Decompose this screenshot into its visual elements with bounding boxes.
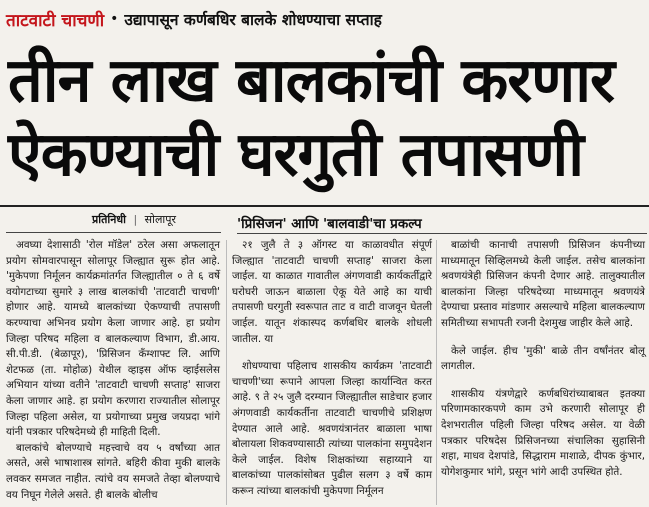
paragraph: अवघ्या देशासाठी 'रोल मॉडेल' ठरेल असा अफलातून प्रयोग सोमवारपासून सोलापूर जिल्ह्यात सुरू होत आहे. 'मुकेपणा निर्मूलन कार्यक्रमांतर्गत जिल्ह्यातील ० ते ६ वर्षे वयोगटाच्या सुमारे ३ लाख बालकांची 'ताटवाटी चाचणी' होणार आहे. यामध्ये बालकांच्या ऐकण्याची तपासणी करण्याचा अभिनव प्रयोग केला जाणार आहे. हा प्रयोग जिल्हा परिषद महिला व बालकल्याण विभाग, डी.आय. सी.पी.डी. (बेळापूर), 'प्रिसिजन कँम्शाफ्ट लि. आणि शेटफळ (ता. मोहोळ) येथील व्हाइस ऑफ व्हाईसलेस अभियान यांच्या वतीने 'ताटवाटी चाचणी सप्ताह' साजरा केला जाणार आहे. हा प्रयोग करणारा राज्यातील सोलापूर जिल्हा पहिला असेल, या प्रयोगाच्या प्रमुख जयप्रदा भांगे यांनी पत्रकार परिषदेमध्ये ही माहिती दिली. xyxy=(6,239,220,439)
article-column-3 xyxy=(441,238,645,480)
paragraph: २१ जुलै ते ३ ऑगस्ट या काळावधीत संपूर्ण जिल्ह्यात 'ताटवाटी चाचणी सप्ताह' साजरा केला जाईल. या काळात गावातील अंगणवाडी कार्यकर्तीद्वारे घरोघरी जाऊन बाळाला ऐकू येते आहे का याची तपासणी घरगुती स्वरूपात ताट व वाटी वाजवून घेतली जाईल. यातून शंकास्पद कर्णबधिर बालके शोधली जातील. या xyxy=(232,239,432,345)
column-divider xyxy=(226,240,227,505)
kicker-label: ताटवाटी चाचणी xyxy=(6,10,105,31)
paragraph: शोधण्याचा पहिलाच शासकीय कार्यक्रम 'ताटवाटी चाचणी'च्या रूपाने आपला जिल्हा कार्यान्वित करत आहे. ९ ते २५ जुलै दरम्यान जिल्ह्यातील साडेचार हजार अंगणवाडी कार्यकर्तीना ताटवाटी चाचणीचे प्रशिक्षण देण्यात आले आहे. श्रवणयंत्रानंतर बाळाला भाषा बोलायला शिकवण्यासाठी त्यांच्या पालकांना समुपदेशन केले जाईल. विशेष शिक्षकांच्या सहाय्याने या बालकांच्या पालकांसोबत पुढील सलग ३ वर्षे काम करून त्यांच्या बालकांची मुकेपणा निर्मूलन xyxy=(232,360,432,497)
paragraph: शासकीय यंत्रणेद्वारे कर्णबधिरांच्याबाबत इतक्या परिणामकारकपणे काम उभे करणारी सोलापूर ही देशभरातील पहिली जिल्हा परिषद असेल. या वेळी पत्रकार परिषदेस प्रिसिजनच्या संचालिका सुहासिनी शहा, माधव देशपांडे, सिद्धाराम माशाळे, दीपक कुंभार, योगेशकुमार भांगे, प्रसून भांगे आदी उपस्थित होते. xyxy=(441,387,645,478)
paragraph: बाळांची कानाची तपासणी प्रिसिजन कंपनीच्या माध्यमातून सिव्हिलमध्ये केली जाईल. तसेच बालकांना श्रवणयंत्रेही प्रिसिजन कंपनी देणार आहे. तालुक्यातील बालकांना जिल्हा परिषदेच्या माध्यमातून श्रवणयंत्रे देण्याचा प्रस्ताव मांडणार असल्याचे महिला बालकल्याण समितीच्या सभापती रजनी देशमुख जाहीर केले आहे. xyxy=(441,239,645,329)
byline xyxy=(92,212,176,227)
headline-divider xyxy=(0,205,649,207)
headline xyxy=(8,44,644,192)
subhead: 'प्रिसिजन' आणि 'बालवाडी'चा प्रकल्प xyxy=(237,216,422,232)
byline-place: सोलापूर xyxy=(144,213,177,226)
column-divider xyxy=(436,240,437,505)
byline-divider xyxy=(6,232,221,233)
byline-separator: | xyxy=(133,213,138,226)
headline-line-2: ऐकण्याची घरगुती तपासणी xyxy=(8,119,584,190)
byline-name: प्रतिनिधी xyxy=(92,213,126,226)
paragraph: बालकांचे बोलण्याचे महत्त्वाचे वय ५ वर्षांच्या आत असते, असे भाषाशास्त्र सांगते. बहिरी कीवा मुकी बालके लवकर समजत नाहीत. त्यांचे वय समजते तेव्हा बोलण्याचे वय निघून गेलेले असते. ही बालके बोलीच xyxy=(6,441,220,501)
paragraph: केले जाईल. हीच 'मुकी' बाळे तीन वर्षांनंतर बोलू लागतील. xyxy=(441,344,645,373)
bullet-icon: • xyxy=(110,11,119,27)
headline-line-1: तीन लाख बालकांची करणार xyxy=(8,45,615,116)
kicker-subtitle: उद्यापासून कर्णबधिर बालके शोधण्याचा सप्ताह xyxy=(124,11,382,29)
article-column-1 xyxy=(6,238,220,503)
article-column-2 xyxy=(232,238,432,500)
kicker-line xyxy=(6,6,646,32)
subhead-divider xyxy=(237,233,647,234)
